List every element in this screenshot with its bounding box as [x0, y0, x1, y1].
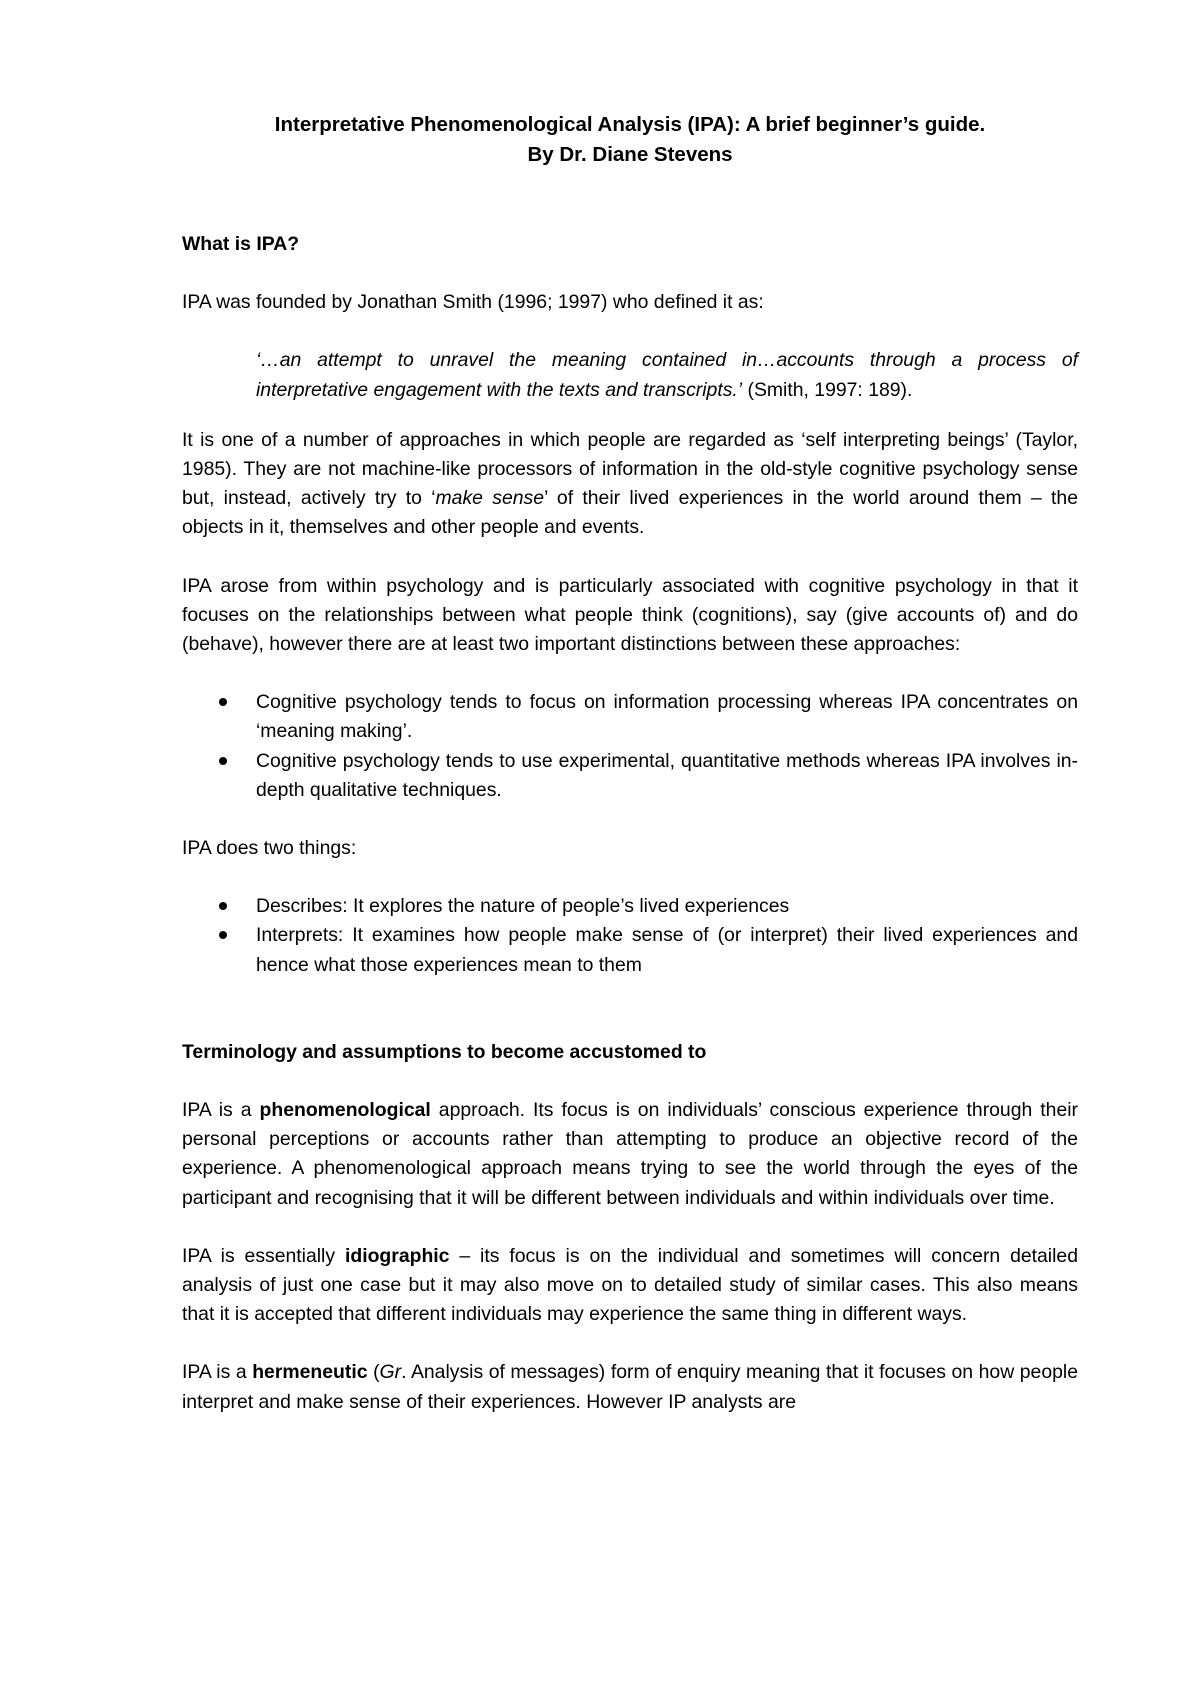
term-phenomenological: phenomenological — [259, 1099, 431, 1122]
bullet-icon — [219, 931, 227, 939]
emphasis-make-sense: make sense — [435, 487, 544, 510]
list-item: Cognitive psychology tends to focus on information processing whereas IPA concentrates on ‘meaning making’. — [182, 688, 1078, 746]
bullet-icon — [219, 698, 227, 706]
spacer — [182, 170, 1078, 230]
document-author: By Dr. Diane Stevens — [527, 143, 733, 166]
section-heading-terminology: Terminology and assumptions to become accustomed to — [182, 1040, 707, 1063]
document-title: Interpretative Phenomenological Analysis (IPA): A brief beginner’s guide. — [274, 113, 986, 136]
smith-quote — [256, 346, 1078, 404]
intro-paragraph: IPA was founded by Jonathan Smith (1996; 1997) who defined it as: — [182, 291, 764, 314]
list-item: Cognitive psychology tends to use experimental, quantitative methods whereas IPA involves in-depth qualitative techniques. — [182, 747, 1078, 805]
section-heading-what-is-ipa: What is IPA? — [182, 233, 300, 255]
term-idiographic: idiographic — [344, 1244, 450, 1267]
paragraph-self-interpreting: It is one of a number of approaches in which people are regarded as ‘self interpreting beings’ (Taylor, 1985). They are not machine-like processors of information in the old-style cognitive psychology sense but, instead, actively try to ‘make sense’ of their lived experiences in the world around them – the objects in it, themselves and other people and events. — [182, 428, 1078, 539]
paragraph-phenomenological: IPA is a phenomenological approach. Its focus is on individuals’ conscious experience through their personal perceptions or accounts rather than attempting to produce an objective record of the experience. A phenomenological approach means trying to see the world through the eyes of the participant and recognising that it will be different between individuals and within individuals over time. — [182, 1099, 1078, 1209]
bullet-icon — [219, 757, 227, 765]
document-body — [182, 110, 1078, 1417]
list-item: Interprets: It examines how people make sense of (or interpret) their lived experiences and hence what those experiences mean to them — [182, 921, 1078, 979]
term-hermeneutic: hermeneutic — [252, 1361, 368, 1384]
document-title-block — [182, 110, 1078, 170]
ipa-does-list — [182, 892, 1078, 980]
quote-citation: (Smith, 1997: 189). — [742, 378, 913, 401]
paragraph-hermeneutic: IPA is a hermeneutic (Gr. Analysis of messages) form of enquiry meaning that it focuses on how people interpret and make sense of their experiences. However IP analysts are — [182, 1361, 1078, 1413]
paragraph-ipa-arose: IPA arose from within psychology and is particularly associated with cognitive psychology in that it focuses on the relationships between what people think (cognitions), say (give accounts of) and do (behave), however there are at least two important distinctions between these approaches: — [182, 574, 1078, 656]
term-greek-abbrev: Gr — [379, 1361, 402, 1384]
distinctions-list — [182, 688, 1078, 805]
paragraph-two-things: IPA does two things: — [182, 837, 357, 860]
list-item: Describes: It explores the nature of people’s lived experiences — [182, 892, 1078, 921]
paragraph-idiographic: IPA is essentially idiographic – its focus is on the individual and sometimes will concern detailed analysis of just one case but it may also move on to detailed study of similar cases. This also means that it is accepted that different individuals may experience the same thing in different ways. — [182, 1244, 1078, 1326]
quote-text: ‘…an attempt to unravel the meaning contained in…accounts through a process of interpretative engagement with the texts and transcripts.’ — [256, 349, 1078, 401]
bullet-icon — [219, 902, 227, 910]
